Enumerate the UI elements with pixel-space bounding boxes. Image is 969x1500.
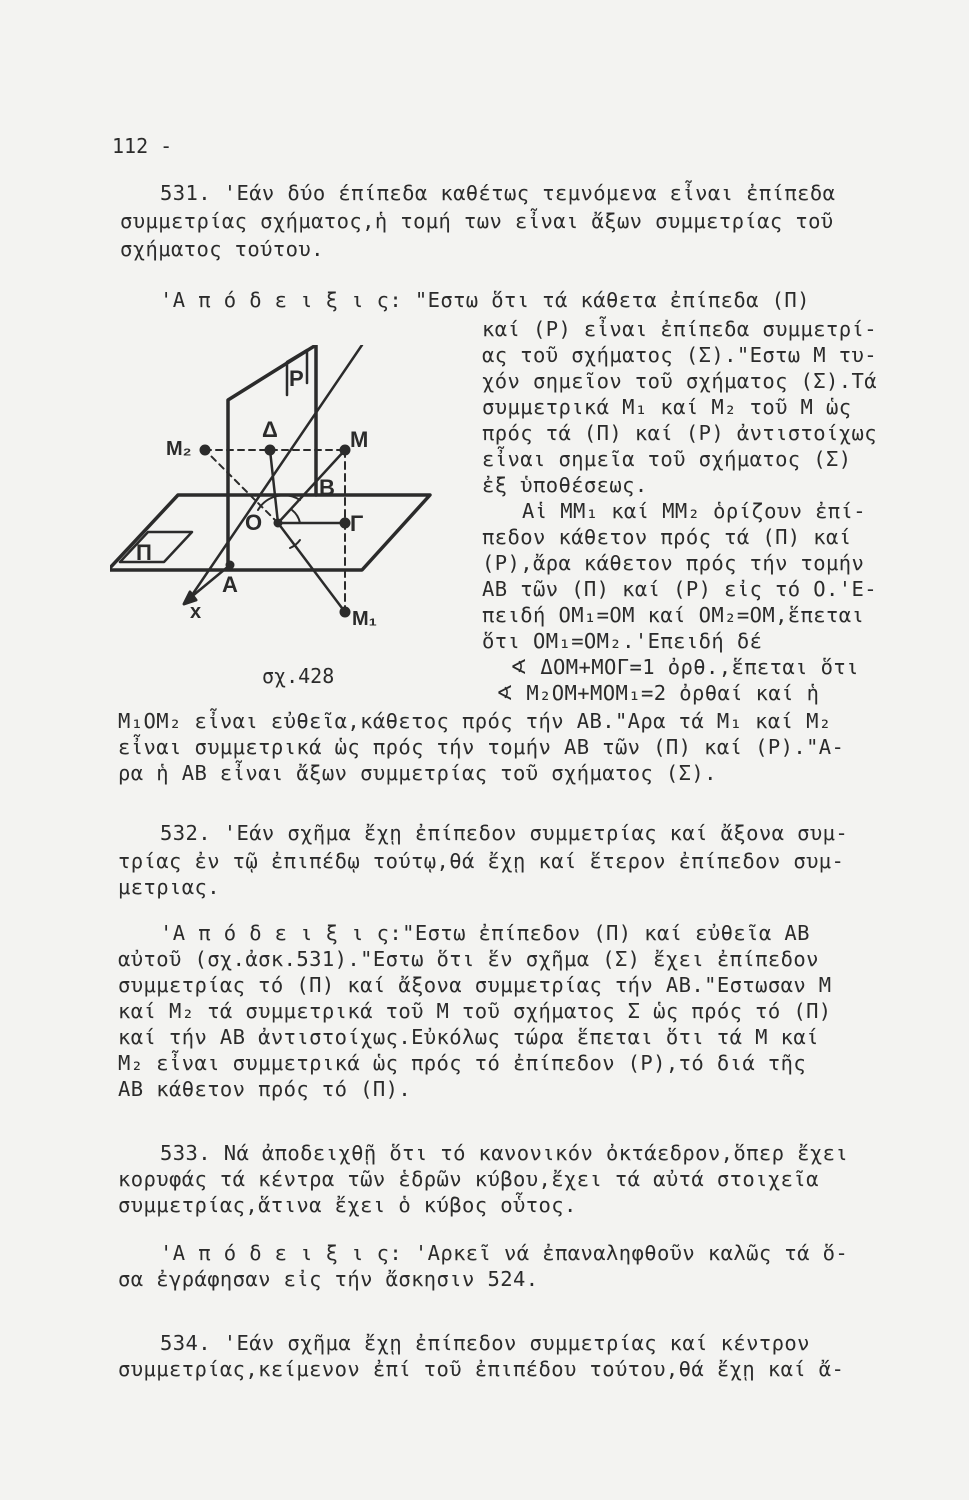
text-line: 531. 'Εάν δύο έπίπεδα καθέτως τεμνόμενα εἶναι ἐπίπεδα (160, 181, 836, 205)
point-m2 (201, 446, 209, 454)
text-line: ρα ἡ ΑΒ εἶναι ἄξων συμμετρίας τοῦ σχήματος (Σ). (118, 761, 717, 785)
text-line: πρός τά (Π) καί (Ρ) ἀντιστοίχως (482, 421, 878, 445)
page-number: 112 - (112, 134, 173, 158)
text-line: καί (Ρ) εἶναι ἐπίπεδα συμμετρί- (482, 317, 878, 341)
text-line: ΑΒ τῶν (Π) καί (Ρ) εἰς τό Ο.'Ε- (482, 577, 878, 601)
label-gamma: Γ (350, 511, 364, 536)
text-line: (Ρ),ἄρα κάθετον πρός τήν τομήν (482, 551, 865, 575)
point-gamma (341, 519, 349, 527)
text-line: πεδον κάθετον πρός τά (Π) καί (482, 525, 852, 549)
text-line: 'Α π ό δ ε ι ξ ι ς: "Εστω ὅτι τά κάθετα ἐπίπεδα (Π) (160, 288, 810, 312)
text-line: συμμετρίας,κείμενον ἐπί τοῦ ἐπιπέδου τούτου,θά ἔχῃ καί ἄ- (118, 1357, 845, 1381)
text-line: ἐξ ὑποθέσεως. (482, 473, 648, 497)
label-p: P (289, 366, 304, 391)
text-line: 'Α π ό δ ε ι ξ ι ς: 'Αρκεῖ νά ἐπαναληφθοῦν καλῶς τά ὅ- (160, 1241, 849, 1265)
point-m (341, 446, 349, 454)
text-line: 533. Νά ἀποδειχθῇ ὅτι τό κανονικόν ὀκτάεδρον,ὅπερ ἔχει (160, 1141, 849, 1165)
text-line: Μ₂ εἶναι συμμετρικά ὡς πρός τό ἐπίπεδον (Ρ),τό διά τῆς (118, 1051, 807, 1075)
geometry-figure (110, 345, 450, 665)
text-line: συμμετρίας,ἅτινα ἔχει ὁ κύβος οὗτος. (118, 1193, 577, 1217)
label-delta: Δ (262, 417, 278, 442)
text-line: ας τοῦ σχήματος (Σ)."Εστω Μ τυ- (482, 343, 878, 367)
text-line: κορυφάς τά κέντρα τῶν ἑδρῶν κύβου,ἔχει τά αὐτά στοιχεῖα (118, 1167, 819, 1191)
text-line: συμμετρίας τό (Π) καί ἄξονα συμμετρίας τήν ΑΒ."Εστωσαν Μ (118, 973, 832, 997)
segment-o-m1 (278, 523, 345, 612)
text-line: πειδή ΟΜ₁=ΟΜ καί ΟΜ₂=ΟΜ,ἕπεται (482, 603, 865, 627)
text-line: 'Α π ό δ ε ι ξ ι ς:"Εστω ἐπίπεδον (Π) καί εὐθεῖα ΑΒ (160, 921, 810, 945)
text-line: συμμετρικά Μ₁ καί Μ₂ τοῦ Μ ὡς (482, 395, 852, 419)
text-line: 532. 'Εάν σχῆμα ἔχῃ ἐπίπεδον συμμετρίας καί ἄξονα συμ- (160, 821, 849, 845)
angle-arc (258, 495, 300, 510)
text-line: ∢ Μ₂ΟΜ+ΜΟΜ₁=2 ὀρθαί καί ἡ (496, 681, 820, 705)
point-a (227, 562, 233, 568)
segment-o-m (278, 450, 345, 523)
text-line: ∢ ΔΟΜ+ΜΟΓ=1 ὀρθ.,ἕπεται ὅτι (510, 655, 859, 679)
figure-caption: σχ.428 (262, 664, 335, 688)
segment-delta (270, 450, 278, 523)
label-m2: M₂ (166, 438, 192, 460)
text-line: αὐτοῦ (σχ.ἀσκ.531)."Εστω ὅτι ἕν σχῆμα (Σ) ἔχει ἐπίπεδον (118, 947, 819, 971)
text-line: σα ἐγράφησαν εἰς τήν ἄσκησιν 524. (118, 1267, 539, 1291)
text-line: 534. 'Εάν σχῆμα ἔχῃ ἐπίπεδον συμμετρίας καί κέντρον (160, 1331, 810, 1355)
text-line: ΑΒ κάθετον πρός τό (Π). (118, 1077, 412, 1101)
text-line: Μ₁ΟΜ₂ εἶναι εὐθεῖα,κάθετος πρός τήν ΑΒ."Αρα τά Μ₁ καί Μ₂ (118, 709, 832, 733)
point-o (275, 520, 281, 526)
label-o: O (245, 510, 263, 535)
text-line: μετριας. (118, 875, 220, 899)
label-x: x (190, 601, 202, 623)
text-line: Αἱ ΜΜ₁ καί ΜΜ₂ ὁρίζουν ἐπί- (522, 499, 867, 523)
text-line: καί Μ₂ τά συμμετρικά τοῦ Μ τοῦ σχήματος Σ ὡς πρός τό (Π) (118, 999, 832, 1023)
point-m1 (341, 608, 349, 616)
text-line: καί τήν ΑΒ ἀντιστοίχως.Εὐκόλως τώρα ἕπεται ὅτι τά Μ καί (118, 1025, 819, 1049)
text-line: σχήματος τούτου. (120, 237, 324, 261)
angle-arc (292, 510, 300, 523)
text-line: εἶναι σημεῖα τοῦ σχήματος (Σ) (482, 447, 852, 471)
text-line: συμμετρίας σχήματος,ἡ τομή των εἶναι ἄξων συμμετρίας τοῦ (120, 209, 834, 233)
text-line: εἶναι συμμετρικά ὡς πρός τήν τομήν ΑΒ τῶν (Π) καί (Ρ)."Α- (118, 735, 845, 759)
label-m: M (350, 427, 369, 452)
line-ab (190, 345, 362, 598)
text-line: τρίας ἐν τῷ ἐπιπέδῳ τούτῳ,θά ἔχῃ καί ἕτερον ἐπίπεδον συμ- (118, 849, 845, 873)
label-m1: M₁ (352, 608, 377, 630)
text-line: ὅτι ΟΜ₁=ΟΜ₂.'Επειδή δέ (482, 629, 763, 653)
label-pi: Π (136, 540, 152, 565)
text-line: χόν σημεῖον τοῦ σχήματος (Σ).Τά (482, 369, 878, 393)
point-delta (266, 446, 274, 454)
label-b: B (319, 475, 335, 500)
label-a: A (222, 572, 238, 597)
